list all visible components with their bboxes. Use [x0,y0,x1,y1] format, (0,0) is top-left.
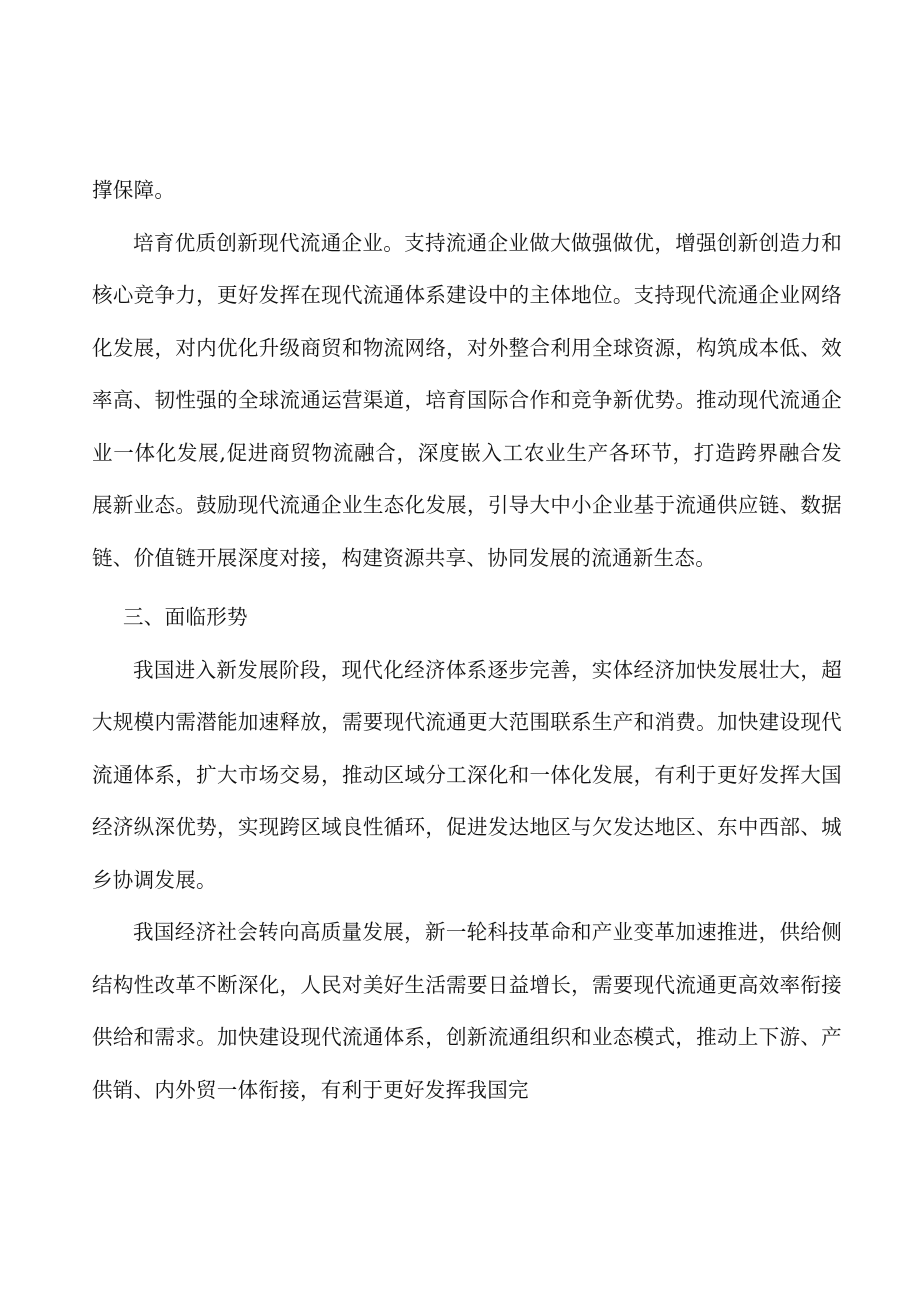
document-body [92,164,842,1116]
paragraph-continuation: 撑保障。 [92,178,176,202]
paragraph-cultivate-enterprises: 培育优质创新现代流通企业。支持流通企业做大做强做优，增强创新创造力和核心竞争力，更好发挥在现代流通体系建设中的主体地位。支持现代流通企业网络化发展，对内优化升级商贸和物流网络，对外整合利用全球资源，构筑成本低、效率高、韧性强的全球流通运营渠道，培育国际合作和竞争新优势。推动现代流通企业一体化发展,促进商贸物流融合，深度嵌入工农业生产各环节，打造跨界融合发展新业态。鼓励现代流通企业生态化发展，引导大中小企业基于流通供应链、数据链、价值链开展深度对接，构建资源共享、协同发展的流通新生态。 [92,230,842,570]
paragraph-new-stage: 我国进入新发展阶段，现代化经济体系逐步完善，实体经济加快发展壮大，超大规模内需潜能加速释放，需要现代流通更大范围联系生产和消费。加快建设现代流通体系，扩大市场交易，推动区域分工深化和一体化发展，有利于更好发挥大国经济纵深优势，实现跨区域良性循环，促进发达地区与欠发达地区、东中西部、城乡协调发展。 [92,657,842,892]
paragraph-high-quality: 我国经济社会转向高质量发展，新一轮科技革命和产业变革加速推进，供给侧结构性改革不断深化，人民对美好生活需要日益增长，需要现代流通更高效率衔接供给和需求。加快建设现代流通体系，创新流通组织和业态模式，推动上下游、产供销、内外贸一体衔接，有利于更好发挥我国完 [92,920,842,1102]
section-heading: 三、面临形势 [123,605,248,629]
